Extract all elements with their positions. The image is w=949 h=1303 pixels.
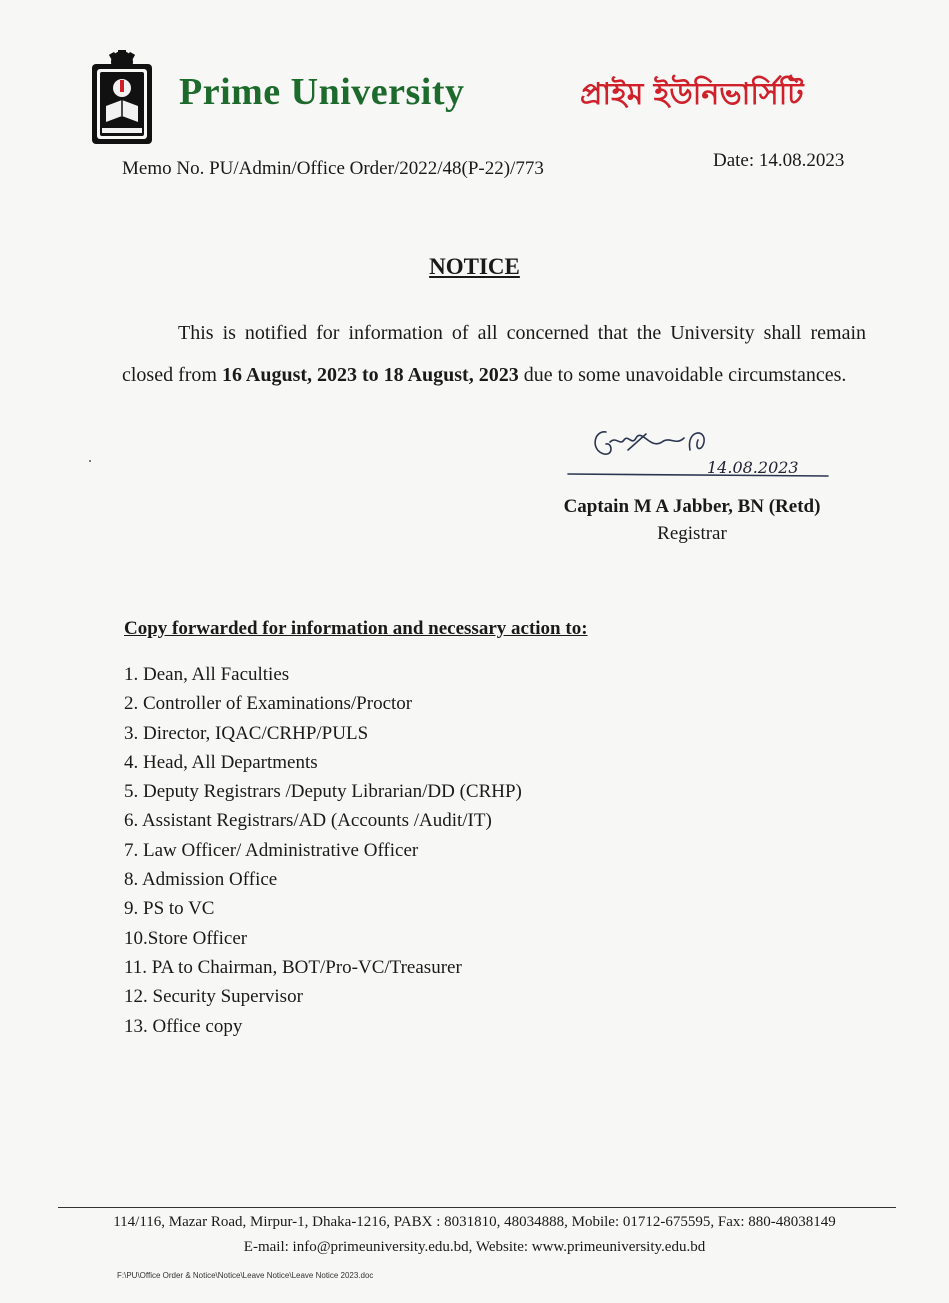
list-item: 7. Law Officer/ Administrative Officer: [124, 839, 419, 861]
list-item: 2. Controller of Examinations/Proctor: [124, 693, 413, 715]
university-name-bangla: প্রাইম ইউনিভার্সিটি: [580, 77, 804, 112]
document-file-path: F:\PU\Office Order & Notice\Notice\Leave Notice\Leave Notice 2023.doc: [117, 1271, 374, 1280]
list-item: 8. Admission Office: [124, 869, 278, 891]
list-item: 5. Deputy Registrars /Deputy Librarian/DD (CRHP): [124, 781, 522, 803]
university-crest-icon: [88, 50, 156, 146]
scan-speck: [89, 460, 91, 462]
signature-date: 14.08.2023: [707, 458, 799, 477]
copy-forwarded-list: [124, 660, 522, 1041]
list-item: 3. Director, IQAC/CRHP/PULS: [124, 722, 369, 744]
university-name-english: Prime University: [179, 71, 465, 113]
copy-forwarded-heading: Copy forwarded for information and necessary action to:: [124, 618, 588, 639]
list-item: 11. PA to Chairman, BOT/Pro-VC/Treasurer: [124, 956, 462, 978]
memo-number: Memo No. PU/Admin/Office Order/2022/48(P-22)/773: [122, 158, 544, 179]
list-item: 6. Assistant Registrars/AD (Accounts /Audit/IT): [124, 810, 492, 832]
notice-body: [122, 312, 866, 396]
signatory-designation: Registrar: [657, 523, 727, 544]
notice-title: NOTICE: [429, 254, 520, 279]
footer-address: 114/116, Mazar Road, Mirpur-1, Dhaka-1216, PABX : 8031810, 48034888, Mobile: 01712-675595, Fax: 880-48038149: [113, 1214, 836, 1230]
footer-divider: [58, 1207, 896, 1208]
list-item: 9. PS to VC: [124, 898, 215, 920]
list-item: 12. Security Supervisor: [124, 986, 303, 1008]
handwritten-signature: [566, 420, 836, 490]
list-item: 13. Office copy: [124, 1015, 243, 1037]
list-item: 10.Store Officer: [124, 927, 248, 949]
closure-period: 16 August, 2023 to 18 August, 2023: [221, 364, 519, 386]
notice-text-after: due to some unavoidable circumstances.: [523, 364, 847, 386]
list-item: 4. Head, All Departments: [124, 751, 318, 773]
footer-contact: E-mail: info@primeuniversity.edu.bd, Website: www.primeuniversity.edu.bd: [243, 1239, 706, 1255]
signatory-name: Captain M A Jabber, BN (Retd): [563, 496, 821, 517]
list-item: 1. Dean, All Faculties: [124, 664, 290, 685]
memo-date: Date: 14.08.2023: [713, 150, 845, 171]
notice-text-before: This is notified for information of all concerned that the University shall remain closed from: [122, 322, 866, 386]
